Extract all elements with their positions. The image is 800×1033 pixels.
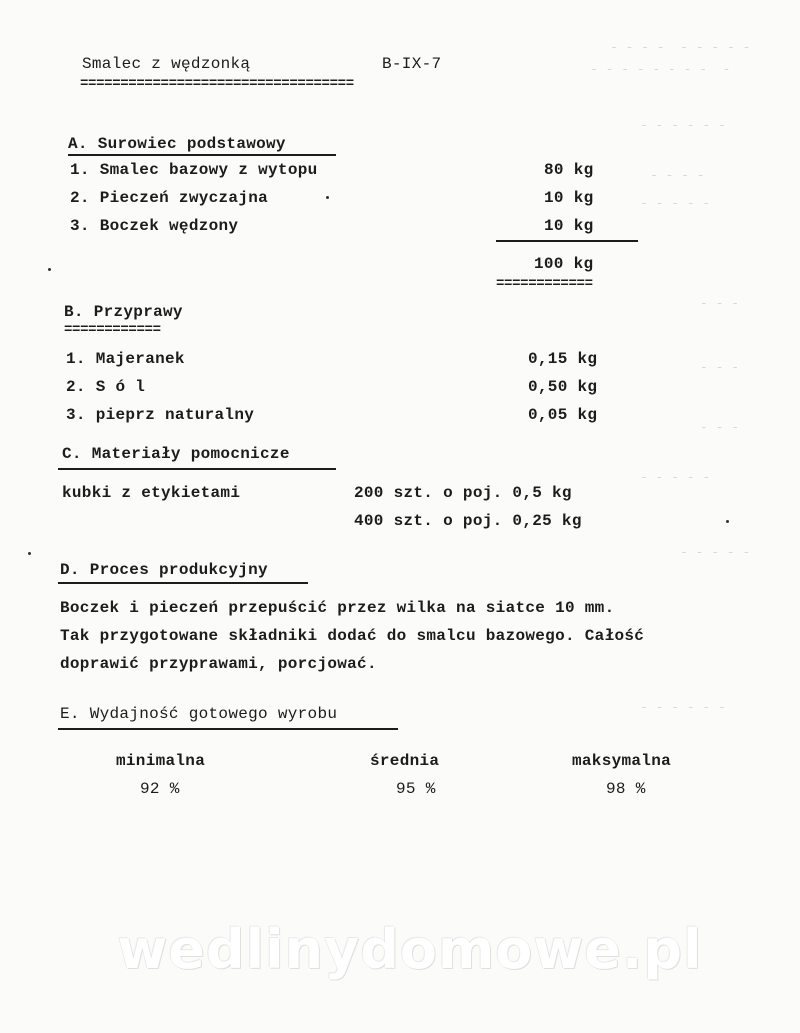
section-b-item-1-qty: 0,15 kg <box>528 350 598 368</box>
section-a-item-3-label: 3. Boczek wędzony <box>70 217 239 235</box>
section-c-line-1: 200 szt. o poj. 0,5 kg <box>354 484 572 502</box>
document-page: - - - - - - - - - - - - - - - - - - - - - - - - - - - - - - - - - - - - - - - - - - - - - - - - - - - - - - - - - - Smalec z wędzonką B-IX-7 ================================== A. Surowiec podstawowy 1. Smalec bazowy z wytopu 80 kg 2. Pieczeń zwyczajna 10 kg 3. Boczek wędzony 10 kg 100 kg ============ B. Przyprawy ============ 1. Majeranek 0,15 kg 2. S ó l 0,50 kg 3. pieprz naturalny 0,05 kg C. Materiały pomocnicze kubki z etykietami 200 szt. o poj. 0,5 kg 400 szt. o poj. 0,25 kg D. Proces produkcyjny Boczek i pieczeń przepuścić przez wilka na siatce 10 mm. Tak przygotowane składniki dodać do smalcu bazowego. Całość doprawić przyprawami, porcjować. E. Wydajność gotowego wyrobu minimalna 92 % średnia 95 % maksymalna 98 % wedlinydomowe.pl <box>0 0 800 1033</box>
yield-label-max: maksymalna <box>572 752 672 770</box>
document-code: B-IX-7 <box>382 55 442 73</box>
section-b-item-3-label: 3. pieprz naturalny <box>66 406 255 424</box>
section-b-double-rule: ============ <box>64 322 161 338</box>
section-c-underline <box>58 468 336 470</box>
ink-speck <box>28 552 31 555</box>
section-a-item-2-label: 2. Pieczeń zwyczajna <box>70 189 269 207</box>
yield-label-min: minimalna <box>116 752 206 770</box>
section-e-heading: E. Wydajność gotowego wyrobu <box>60 705 338 723</box>
section-a-total-double-rule: ============ <box>496 276 593 292</box>
section-b-heading: B. Przyprawy <box>64 303 183 321</box>
section-a-item-1-qty: 80 kg <box>544 161 594 179</box>
ink-speck <box>326 196 329 199</box>
watermark-text: wedlinydomowe.pl <box>117 918 703 981</box>
section-a-item-2-qty: 10 kg <box>544 189 594 207</box>
section-a-total: 100 kg <box>534 255 594 273</box>
section-b-item-3-qty: 0,05 kg <box>528 406 598 424</box>
section-a-sum-rule <box>496 240 638 242</box>
section-a-item-3-qty: 10 kg <box>544 217 594 235</box>
section-e-underline <box>58 728 398 730</box>
section-d-line-2: Tak przygotowane składniki dodać do smalcu bazowego. Całość <box>60 627 645 645</box>
section-a-item-1-label: 1. Smalec bazowy z wytopu <box>70 161 318 179</box>
section-b-item-2-qty: 0,50 kg <box>528 378 598 396</box>
section-d-line-3: doprawić przyprawami, porcjować. <box>60 655 377 673</box>
section-d-heading: D. Proces produkcyjny <box>60 561 268 579</box>
section-c-item-label: kubki z etykietami <box>62 484 241 502</box>
section-d-line-1: Boczek i pieczeń przepuścić przez wilka na siatce 10 mm. <box>60 599 615 617</box>
section-a-underline <box>68 154 336 156</box>
ink-speck <box>48 268 51 271</box>
ink-speck <box>726 520 729 523</box>
section-c-heading: C. Materiały pomocnicze <box>62 445 290 463</box>
document-title: Smalec z wędzonką <box>82 55 251 73</box>
yield-value-avg: 95 % <box>396 780 436 798</box>
yield-value-max: 98 % <box>606 780 646 798</box>
yield-label-avg: średnia <box>370 752 440 770</box>
section-d-underline <box>58 582 308 584</box>
title-double-rule: ================================== <box>80 76 354 92</box>
section-b-item-2-label: 2. S ó l <box>66 378 146 396</box>
section-b-item-1-label: 1. Majeranek <box>66 350 185 368</box>
section-a-heading: A. Surowiec podstawowy <box>68 135 286 153</box>
yield-value-min: 92 % <box>140 780 180 798</box>
section-c-line-2: 400 szt. o poj. 0,25 kg <box>354 512 582 530</box>
